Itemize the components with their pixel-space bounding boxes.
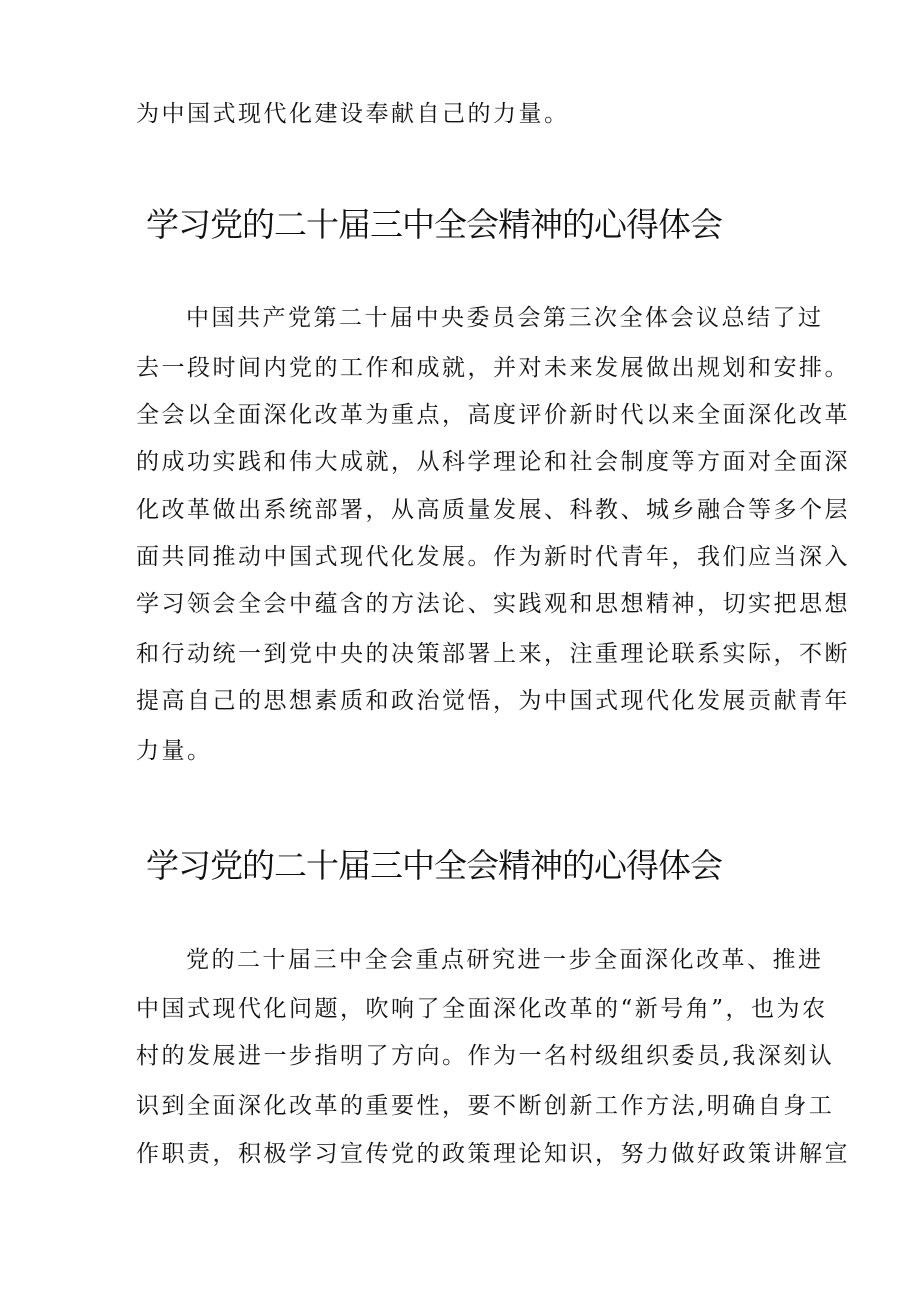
paragraph-line: 提高自己的思想素质和政治觉悟，为中国式现代化发展贡献青年 [136, 688, 850, 714]
paragraph-line: 化改革做出系统部署，从高质量发展、科教、城乡融合等多个层 [136, 497, 850, 523]
paragraph-line: 村的发展进一步指明了方向。作为一名村级组织委员,我深刻认 [136, 1043, 835, 1069]
paragraph-line: 的成功实践和伟大成就，从科学理论和社会制度等方面对全面深 [136, 449, 850, 475]
paragraph-line: 中国式现代化问题，吹响了全面深化改革的“新号角”，也为农 [136, 996, 828, 1022]
paragraph-line: 去一段时间内党的工作和成就，并对未来发展做出规划和安排。 [136, 355, 850, 381]
paragraph-line: 中国共产党第二十届中央委员会第三次全体会议总结了过 [186, 305, 824, 331]
paragraph-line: 作职责，积极学习宣传党的政策理论知识，努力做好政策讲解宣 [136, 1141, 850, 1167]
section-heading: 学习党的二十届三中全会精神的心得体会 [146, 846, 722, 885]
paragraph-line: 学习领会全会中蕴含的方法论、实践观和思想精神，切实把思想 [136, 591, 850, 617]
paragraph-line: 党的二十届三中全会重点研究进一步全面深化改革、推进 [186, 947, 824, 973]
paragraph-line: 为中国式现代化建设奉献自己的力量。 [136, 101, 570, 127]
paragraph-line: 全会以全面深化改革为重点，高度评价新时代以来全面深化改革 [136, 402, 850, 428]
paragraph-line: 力量。 [136, 738, 213, 764]
paragraph-line: 面共同推动中国式现代化发展。作为新时代青年，我们应当深入 [136, 544, 850, 570]
paragraph-line: 和行动统一到党中央的决策部署上来，注重理论联系实际，不断 [136, 641, 850, 667]
paragraph-line: 识到全面深化改革的重要性，要不断创新工作方法,明确自身工 [136, 1093, 835, 1119]
section-heading: 学习党的二十届三中全会精神的心得体会 [146, 205, 722, 244]
